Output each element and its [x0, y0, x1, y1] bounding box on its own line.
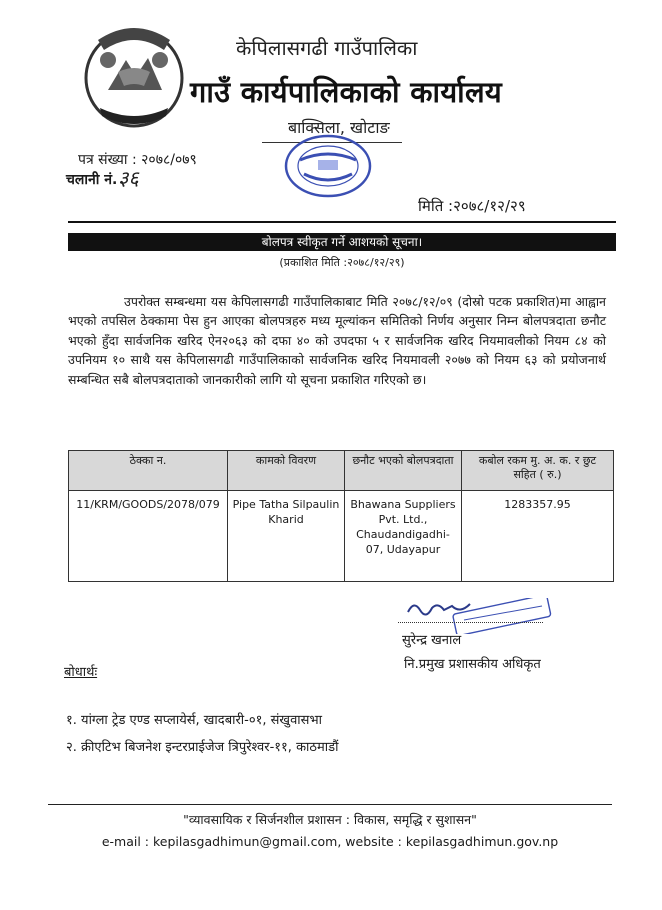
footer-contact: e-mail : kepilasgadhimun@gmail.com, website : kepilasgadhimun.gov.np	[101, 834, 559, 849]
letter-date: मिति :२०७८/१२/२९	[418, 197, 526, 215]
office-name: गाउँ कार्यपालिकाको कार्यालय	[190, 75, 503, 109]
footer-motto: "व्यावसायिक र सिर्जनशील प्रशासन : विकास, समृद्धि र सुशासन"	[183, 812, 477, 827]
cell-bid-amount: 1283357.95	[462, 491, 614, 582]
signature-line	[398, 622, 543, 623]
office-seal-stamp	[270, 130, 380, 200]
cc-item: २. क्रीएटिभ बिजनेश इन्टरप्राईजेज त्रिपुरेश्वर-११, काठमाडौं	[66, 740, 339, 755]
col-header-contract-no: ठेक्का न.	[69, 451, 228, 491]
col-header-work-description: कामको विवरण	[228, 451, 345, 491]
table-header-row	[69, 451, 614, 491]
notice-body: उपरोक्त सम्बन्धमा यस केपिलासगढी गाउँपालिकाबाट मिति २०७८/१२/०९ (दोस्रो पटक प्रकाशित)मा आह्वान भएको तपसिल ठेक्कामा पेस हुन आएका बोलपत्रहरु मध्य मूल्यांकन समितिको निर्णय अनुसार निम्न बोलपत्रदाता छनौट भएको हुँदा सार्वजनिक खरिद ऐन२०६३ को दफा ४० को उपदफा ५ र सार्वजनिक खरिद नियमावलीको नियम ८४ को उपनियम १० साथै यस केपिलासगढी गाउँपालिकाको सार्वजनिक खरिद नियमावली २०७७ को नियम ६३ को प्रयोजनार्थ सम्बन्धित सबै बोलपत्रदाताको जानकारीको लागि यो सूचना प्रकाशित गरिएको छ।	[68, 294, 606, 387]
footer-divider	[48, 804, 612, 805]
signature-stamp	[448, 598, 558, 634]
tender-table	[68, 450, 614, 582]
cc-label: बोधार्थः	[64, 665, 98, 680]
office-location: बाक्सिला, खोटाङ	[288, 118, 390, 137]
cc-item: १. यांग्ला ट्रेड एण्ड सप्लायेर्स, खादबारी-०१, संखुवासभा	[66, 713, 322, 728]
chalan-label: चलानी नं.	[66, 172, 118, 188]
signer-title: नि.प्रमुख प्रशासकीय अधिकृत	[404, 657, 541, 672]
municipality-name: केपिलासगढी गाउँपालिका	[236, 36, 418, 60]
cell-selected-bidder: Bhawana Suppliers Pvt. Ltd., Chaudandigadhi-07, Udayapur	[345, 491, 462, 582]
col-header-selected-bidder: छनौट भएको बोलपत्रदाता	[345, 451, 462, 491]
notice-title: बोलपत्र स्वीकृत गर्ने आशयको सूचना।	[261, 235, 423, 249]
table-row	[69, 491, 614, 582]
published-date: (प्रकाशित मिति :२०७८/१२/२९)	[279, 256, 405, 269]
col-header-bid-amount: कबोल रकम मु. अ. क. र छुट सहित ( रु.)	[462, 451, 614, 491]
cell-work-description: Pipe Tatha Silpaulin Kharid	[228, 491, 345, 582]
header-divider	[68, 221, 616, 223]
signer-name: सुरेन्द्र खनाल	[402, 633, 462, 648]
chalan-number: ३६	[118, 166, 139, 190]
nepal-emblem-icon	[78, 20, 190, 134]
cell-contract-no: 11/KRM/GOODS/2078/079	[69, 491, 228, 582]
reference-number: पत्र संख्या : २०७८/०७९	[78, 152, 197, 168]
